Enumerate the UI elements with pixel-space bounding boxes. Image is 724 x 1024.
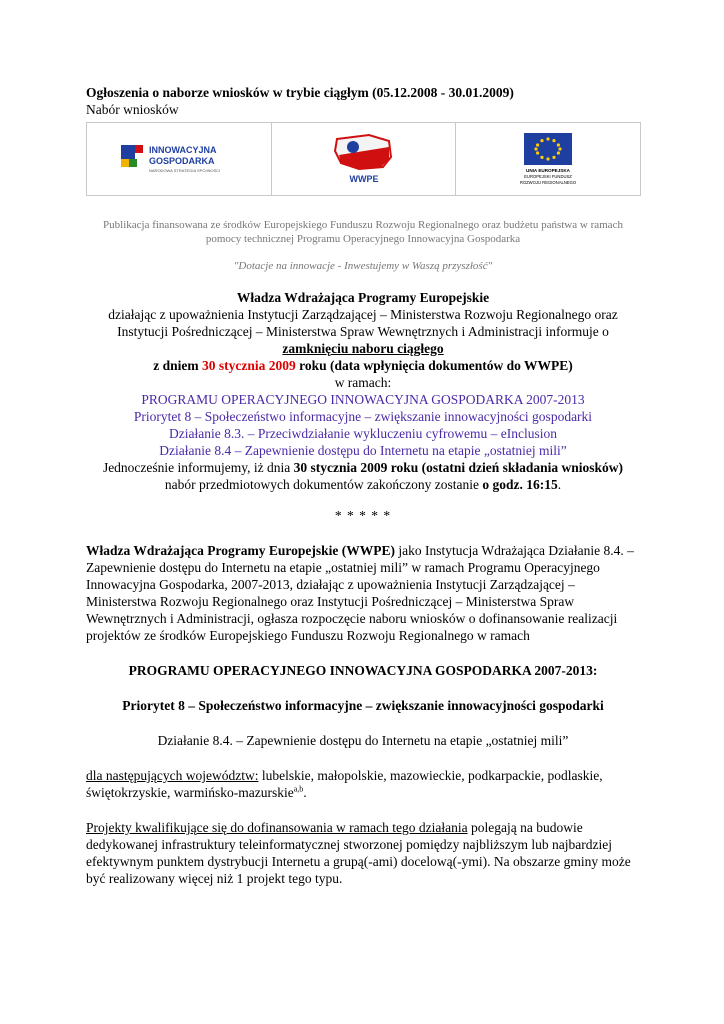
priority-heading: Priorytet 8 – Społeczeństwo informacyjne – zwiększanie innowacyjności gospodarki: [122, 698, 604, 713]
section-divider: * * * * *: [334, 508, 392, 523]
page-title: Ogłoszenia o naborze wniosków w trybie ciągłym (05.12.2008 - 30.01.2009): [86, 85, 514, 100]
closing-announcement: [86, 289, 640, 493]
action-8-3: Działanie 8.3. – Przeciwdziałanie wykluczeniu cyfrowemu – eInclusion: [169, 426, 557, 441]
page-subtitle: Nabór wniosków: [86, 102, 179, 117]
closing-date-red: 30 stycznia 2009: [201, 358, 296, 373]
deadline-info: Jednocześnie informujemy, iż dnia 30 stycznia 2009 roku (ostatni dzień składania wniosków): [102, 460, 624, 475]
ig-line1: INNOWACYJNA: [148, 145, 217, 155]
innowacyjna-gospodarka-logo: [87, 123, 272, 195]
closing-notice: zamknięciu naboru ciągłego: [282, 341, 444, 356]
program-heading: PROGRAMU OPERACYJNEGO INNOWACYJNA GOSPODARKA 2007-2013:: [128, 663, 598, 678]
projects-paragraph: Projekty kwalifikujące się do dofinansowania w ramach tego działania polegają na budowie dedykowanej infrastruktury teleinformatycznej stworzonej pomiędzy najbliższym lub najbardziej efektywnym punktem dystrybucji Internetu a grupą(-ami) docelową(-ymi). Na obszarze gminy może być realizowany więcej niż 1 projekt tego typu.: [86, 820, 631, 886]
in-frame-label: w ramach:: [334, 375, 392, 390]
ig-emblem-icon: [119, 137, 239, 181]
logo-bar: [86, 122, 641, 196]
wwpe-text: WWPE: [349, 174, 378, 184]
closing-date: z dniem 30 stycznia 2009 roku (data wpłynięcia dokumentów do WWPE): [153, 358, 573, 373]
slogan-quote: "Dotacje na innowacje - Inwestujemy w Waszą przyszłość": [233, 260, 493, 272]
action-8-4: Działanie 8.4 – Zapewnienie dostępu do Internetu na etapie „ostatniej mili”: [159, 443, 567, 458]
regions-paragraph: dla następujących województw: lubelskie, małopolskie, mazowieckie, podkarpackie, podlaskie, świętokrzyskie, warmińsko-mazurskie$^{a,b}$.: [86, 768, 603, 800]
eu-line3: ROZWOJU REGIONALNEGO: [520, 180, 577, 185]
program-name: PROGRAMU OPERACYJNEGO INNOWACYJNA GOSPODARKA 2007-2013: [141, 392, 585, 407]
ig-line2: GOSPODARKA: [148, 156, 215, 166]
eu-logo: [456, 123, 640, 195]
ig-line3: NARODOWA STRATEGIA SPÓJNOŚCI: [148, 168, 220, 173]
eu-flag-icon: [508, 131, 588, 187]
document-page: [86, 84, 640, 887]
wwpe-logo: [272, 123, 457, 195]
eu-line1: UNIA EUROPEJSKA: [526, 168, 571, 173]
authority-name: Władza Wdrażająca Programy Europejskie: [236, 290, 490, 305]
deadline-time: nabór przedmiotowych dokumentów zakończony zostanie o godz. 16:15.: [164, 477, 562, 492]
publication-note: Publikacja finansowana ze środków Europejskiego Funduszu Rozwoju Regionalnego oraz budżetu państwa w ramach pomocy technicznej Programu Operacyjnego Innowacyjna Gospodarka: [103, 219, 623, 245]
priority-name: Priorytet 8 – Społeczeństwo informacyjne – zwiększanie innowacyjności gospodarki: [133, 409, 593, 424]
poland-map-icon: [329, 133, 399, 185]
eu-line2: EUROPEJSKI FUNDUSZ: [524, 174, 573, 179]
action-heading: Działanie 8.4. – Zapewnienie dostępu do Internetu na etapie „ostatniej mili”: [157, 733, 569, 748]
call-announcement: Władza Wdrażająca Programy Europejskie (WWPE) jako Instytucja Wdrażająca Działanie 8.4. – Zapewnienie dostępu do Internetu na etapie „ostatniej mili” w ramach Programu Operacyjnego Innowacyjna Gospodarka, 2007-2013, działając z upoważnienia Instytucji Zarządzającej – Ministerstwa Rozwoju Regionalnego oraz Instytucji Pośredniczącej – Ministerstwa Spraw Wewnętrznych i Administracji, ogłasza rozpoczęcie naboru wniosków o dofinansowanie realizacji projektów ze środków Europejskiego Funduszu Rozwoju Regionalnego w ramach: [86, 543, 634, 643]
authority-mandate: działając z upoważnienia Instytucji Zarządzającej – Ministerstwa Rozwoju Regionalnego oraz Instytucji Pośredniczącej – Ministerstwa Spraw Wewnętrznych i Administracji informuje o: [108, 307, 618, 339]
